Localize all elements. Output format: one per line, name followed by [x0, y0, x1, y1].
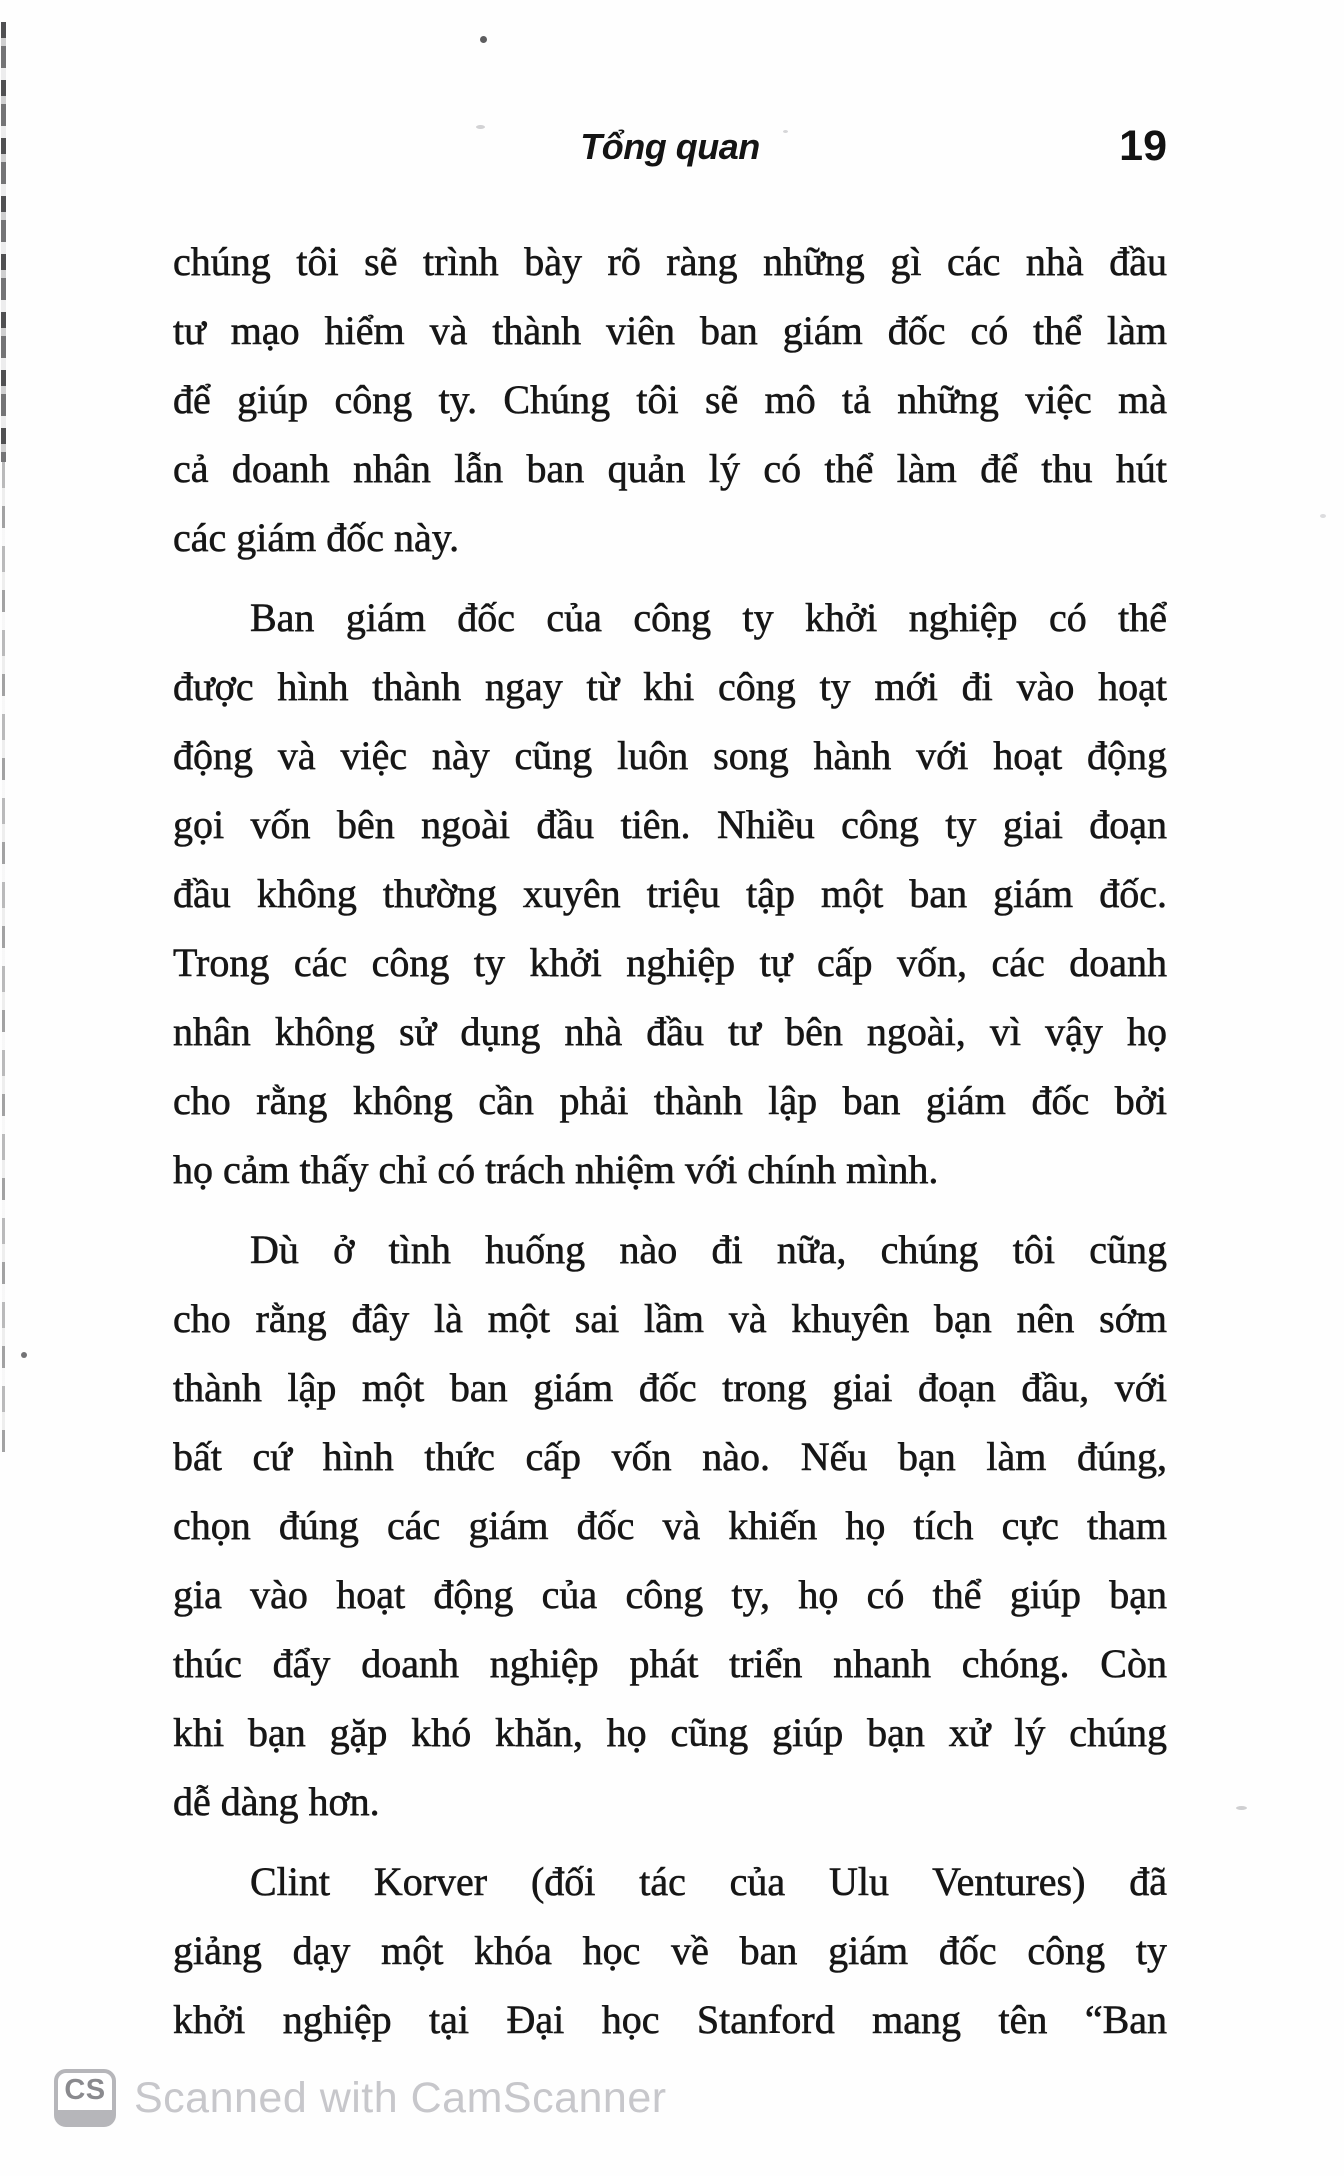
text-line: các giám đốc này. — [173, 515, 460, 560]
camscanner-logo-chin — [57, 2110, 113, 2126]
text-line: gọi vốn bên ngoài đầu tiên. Nhiều công ty giai đoạn — [173, 802, 1167, 847]
camscanner-logo-icon — [54, 2069, 116, 2127]
text-line: tư mạo hiểm và thành viên ban giám đốc có thể làm — [173, 308, 1167, 353]
text-line: Clint Korver (đối tác của Ulu Ventures) đã — [250, 1859, 1167, 1904]
page-number: 19 — [1119, 122, 1167, 170]
scan-speck — [1320, 514, 1326, 518]
text-line: động và việc này cũng luôn song hành với hoạt động — [173, 733, 1167, 778]
text-line: khởi nghiệp tại Đại học Stanford mang tên “Ban — [173, 1997, 1167, 2042]
scan-artifact-left-edge-faint — [2, 462, 5, 1452]
text-line: để giúp công ty. Chúng tôi sẽ mô tả những việc mà — [173, 377, 1167, 422]
text-line: Dù ở tình huống nào đi nữa, chúng tôi cũng — [250, 1227, 1167, 1272]
chapter-running-title: Tổng quan — [580, 126, 760, 167]
text-line: Ban giám đốc của công ty khởi nghiệp có thể — [250, 595, 1167, 640]
text-line: Trong các công ty khởi nghiệp tự cấp vốn, các doanh — [173, 940, 1167, 985]
body-text — [173, 227, 1167, 2054]
scan-speck — [480, 36, 487, 43]
scan-artifact-left-edge — [1, 22, 6, 462]
text-line: họ cảm thấy chỉ có trách nhiệm với chính mình. — [173, 1147, 939, 1192]
camscanner-logo-text: CS — [64, 2074, 106, 2106]
text-line: cả doanh nhân lẫn ban quản lý có thể làm để thu hút — [173, 446, 1167, 491]
text-line: đầu không thường xuyên triệu tập một ban giám đốc. — [173, 871, 1167, 916]
text-line: dễ dàng hơn. — [173, 1779, 380, 1824]
paragraph — [173, 583, 1167, 1204]
text-line: bất cứ hình thức cấp vốn nào. Nếu bạn làm đúng, — [173, 1434, 1167, 1479]
scan-speck — [1236, 1806, 1247, 1810]
paragraph — [173, 227, 1167, 572]
text-line: thúc đẩy doanh nghiệp phát triển nhanh chóng. Còn — [173, 1641, 1167, 1686]
scan-speck — [21, 1352, 27, 1358]
paragraph — [173, 1215, 1167, 1836]
text-line: khi bạn gặp khó khăn, họ cũng giúp bạn xử lý chúng — [173, 1710, 1167, 1755]
text-line: cho rằng không cần phải thành lập ban giám đốc bởi — [173, 1078, 1167, 1123]
text-line: gia vào hoạt động của công ty, họ có thể giúp bạn — [173, 1572, 1167, 1617]
paragraph — [173, 1847, 1167, 2054]
text-line: giảng dạy một khóa học về ban giám đốc công ty — [173, 1928, 1167, 1973]
running-header — [173, 122, 1167, 172]
text-line: cho rằng đây là một sai lầm và khuyên bạn nên sớm — [173, 1296, 1167, 1341]
camscanner-watermark-label: Scanned with CamScanner — [134, 2074, 667, 2122]
text-line: được hình thành ngay từ khi công ty mới đi vào hoạt — [173, 664, 1167, 709]
text-line: thành lập một ban giám đốc trong giai đoạn đầu, với — [173, 1365, 1167, 1410]
text-line: nhân không sử dụng nhà đầu tư bên ngoài, vì vậy họ — [173, 1009, 1167, 1054]
text-line: chọn đúng các giám đốc và khiến họ tích cực tham — [173, 1503, 1167, 1548]
text-line: chúng tôi sẽ trình bày rõ ràng những gì các nhà đầu — [173, 239, 1167, 284]
